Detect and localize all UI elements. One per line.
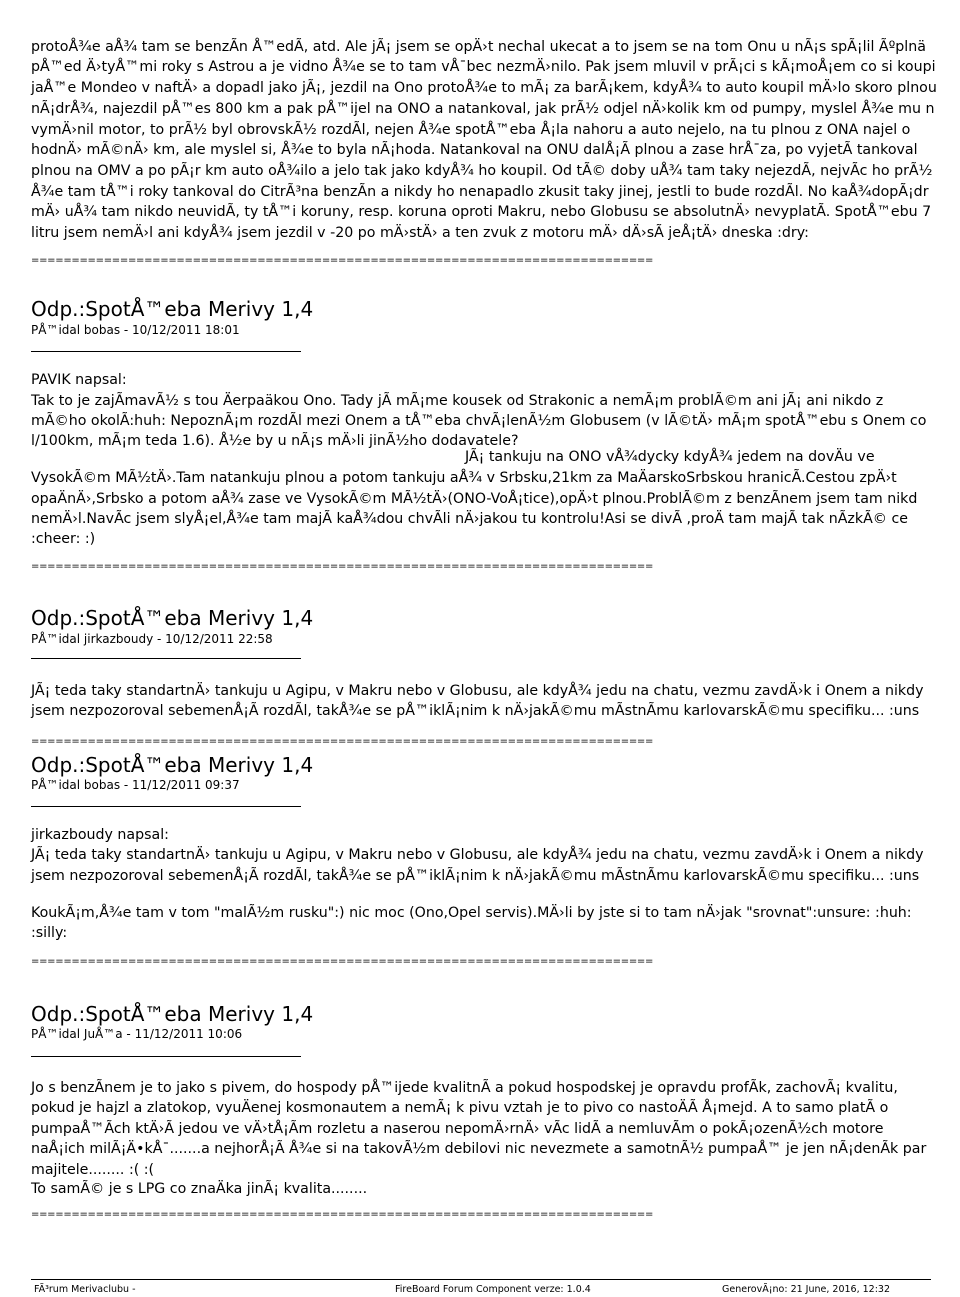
post-text-line: jaÅ™e Mondeo v naftÄ› a dopadl jako jÃ¡, jezdil na Ono protoÅ¾e to mÃ¡ za barÃ¡kem, kdyÅ¾ to auto koupil mÄ›lo skoro plnou: [31, 80, 937, 96]
post-text-line: vymÄ›nil motor, to prÃ½ byl obrovskÃ½ rozdÃl, nejen Å¾e spotÅ™eba Å¡la nahoru a auto nejelo, na tu plnou z ONA najel o: [31, 122, 911, 138]
post-separator: =============================================================================: [31, 736, 654, 747]
post-text-line: plnou na OMV a po pÃ¡r km auto oÅ¾ilo a jelo tak jako kdyÅ¾ ho koupil. Od tÃ© doby uÅ¾ tam taky nejezdÃ, nejvÃc ho prÃ½: [31, 163, 933, 179]
post-text-line: jsem nezpozoroval sebemenÅ¡Ã rozdÃl, takÅ¾e se pÅ™iklÃ¡nim k nÄ›jakÃ©mu mÃstnÃmu karlovarskÃ©mu specifiku... :uns: [31, 868, 920, 884]
post-title: Odp.:SpotÅ™eba Merivy 1,4: [31, 1002, 314, 1026]
quote-author: jirkazboudy napsal:: [31, 827, 169, 843]
post-text-line: hodnÄ› mÃ©nÄ› km, ale myslel si, Å¾e to byla nÃ¡hoda. Natankoval na ONU dalÅ¡Ã plnou a zase hrÅ¯za, po vyjetÃ tankoval: [31, 142, 918, 158]
post-text-line: nÃ¡drÅ¾, najezdil pÅ™es 800 km a pak pÅ™ijel na ONO a natankoval, jak prÃ½ odjel nÄ›kolik km od pumpy, myslel Å¾e mu n: [31, 101, 935, 117]
post-text-line: Tak to je zajÃmavÃ½ s tou Äerpaäkou Ono. Tady jÃ mÃ¡me kousek od Strakonic a nemÃ¡m problÃ©m ani jÃ¡ ani nikdo z: [31, 393, 884, 409]
footer-rule: [31, 1279, 931, 1280]
post-text-line: protoÅ¾e aÅ¾ tam se benzÃn Å™edÃ, atd. Ale jÃ¡ jsem se opÄ›t nechal ukecat a to jsem se na tom Onu u nÃ¡s spÃ¡lil Ãºplnä: [31, 39, 926, 55]
post-text-line: JÃ¡ tankuju na ONO vÅ¾dycky kdyÅ¾ jedem na dovÄu ve: [465, 449, 875, 465]
post-text-line: pokud je hajzl a zlatokop, vyuÄenej kosmonautem a nemÃ¡ k pivu vztah je to pivo co nastoÄÃ Å¡mejd. A to samo platÃ o: [31, 1100, 889, 1116]
quote-author: PAVIK napsal:: [31, 372, 127, 388]
post-separator: =============================================================================: [31, 561, 654, 572]
post-header-rule: [31, 658, 301, 659]
post-text-line: mÃ©ho okolÃ:huh: NepoznÃ¡m rozdÃl mezi Onem a tÅ™eba chvÃ¡lenÃ½m Globusem (v lÃ©tÄ› mÃ¡m spotÅ™ebu s Onem co: [31, 413, 927, 429]
post-text-line: mÄ› uÅ¾ tam nikdo neuvidÃ, ty tÅ™i koruny, resp. koruna oproti Makru, nebo Globusu se absolutnÄ› nevyplatÃ. SpotÅ™ebu 7: [31, 204, 932, 220]
post-separator: =============================================================================: [31, 1209, 654, 1220]
post-header-rule: [31, 806, 301, 807]
post-text-line: Å¾e tam tÅ™i roky tankoval do CitrÃ³na benzÃn a nikdy ho nenapadlo zkusit taky jinej, jestli to bude rozdÃl. No kaÅ¾dopÃ¡dr: [31, 184, 929, 200]
post-text-line: Jo s benzÃnem je to jako s pivem, do hospody pÅ™ijede kvalitnÃ a pokud hospodskej je opravdu profÃk, zachovÃ¡ kvalitu,: [31, 1080, 898, 1096]
post-text-line: opaÄnÄ›,Srbsko a potom aÅ¾ zase ve VysokÃ©m MÃ½tÄ›(ONO-VoÅ¡tice),opÄ›t plnou.ProblÃ©m z benzÃnem jsem tam nikd: [31, 491, 918, 507]
post-meta: PÅ™idal JuÅ™a - 11/12/2011 10:06: [31, 1027, 243, 1041]
post-text-line: :silly:: [31, 925, 68, 941]
post-text-line: To samÃ© je s LPG co znaÄka jinÃ¡ kvalita........: [31, 1181, 368, 1197]
post-text-line: nemÄ›l.NavÃc jsem slyÅ¡el,Å¾e tam majÃ kaÅ¾dou chvÃli nÄ›jakou tu kontrolu!Asi se divÃ ,proÄ tam majÃ tak nÃzkÃ© ce: [31, 511, 909, 527]
post-title: Odp.:SpotÅ™eba Merivy 1,4: [31, 297, 314, 321]
post-text-line: litru jsem nemÄ›l ani kdyÅ¾ jsem jezdil v -20 po mÄ›stÄ› a ten zvuk z motoru mÄ› dÄ›sÃ jeÅ¡tÄ› dneska :dry:: [31, 225, 809, 241]
post-separator: =============================================================================: [31, 956, 654, 967]
post-text-line: jsem nezpozoroval sebemenÅ¡Ã rozdÃl, takÅ¾e se pÅ™iklÃ¡nim k nÄ›jakÃ©mu mÃstnÃmu karlovarskÃ©mu specifiku... :uns: [31, 703, 920, 719]
footer-generated: GenerovÃ¡no: 21 June, 2016, 12:32: [722, 1284, 890, 1295]
post-text-line: KoukÃ¡m,Å¾e tam v tom "malÃ½m rusku":) nic moc (Ono,Opel servis).MÄ›li by jste si to tam nÄ›jak "srovnat":unsure: :huh:: [31, 905, 912, 921]
footer-site-name: FÃ³rum Merivaclubu -: [34, 1284, 136, 1295]
post-meta: PÅ™idal jirkazboudy - 10/12/2011 22:58: [31, 632, 273, 646]
post-meta: PÅ™idal bobas - 11/12/2011 09:37: [31, 778, 240, 792]
post-text-line: l/100km, mÃ¡m teda 1.6). Å½e by u nÃ¡s mÄ›li jinÃ½ho dodavatele?: [31, 433, 519, 449]
footer-component: FireBoard Forum Component verze: 1.0.4: [395, 1284, 591, 1295]
post-text-line: pÅ™ed Ä›tyÅ™mi roky s Astrou a je vidno Å¾e se to tam vÅ¯bec nezmÄ›nilo. Pak jsem mluvil v prÃ¡ci s kÃ¡moÅ¡em co si koupi: [31, 59, 936, 75]
post-text-line: naÅ¡ich milÃ¡Ä•kÅ¯.......a nejhorÅ¡Ã Å¾e si na takovÃ½m debilovi nic nevezmete a samotnÃ½ pumpaÅ™ je jen nÃ¡denÃk par: [31, 1141, 927, 1157]
post-separator: =============================================================================: [31, 255, 654, 266]
post-header-rule: [31, 1056, 301, 1057]
post-text-line: majitele........ :( :(: [31, 1162, 155, 1178]
post-meta: PÅ™idal bobas - 10/12/2011 18:01: [31, 323, 240, 337]
post-header-rule: [31, 351, 301, 352]
post-text-line: :cheer: :): [31, 531, 96, 547]
post-text-line: JÃ¡ teda taky standartnÄ› tankuju u Agipu, v Makru nebo v Globusu, ale kdyÅ¾ jedu na chatu, vezmu zavdÄ›k i Onem a nikdy: [31, 683, 924, 699]
post-text-line: JÃ¡ teda taky standartnÄ› tankuju u Agipu, v Makru nebo v Globusu, ale kdyÅ¾ jedu na chatu, vezmu zavdÄ›k i Onem a nikdy: [31, 847, 924, 863]
post-title: Odp.:SpotÅ™eba Merivy 1,4: [31, 606, 314, 630]
post-text-line: pumpaÅ™Ãch ktÄ›Ã jedou ve vÄ›tÅ¡Ãm rozletu a naserou nepomÄ›rnÄ› vÃc lidÃ a nemluvÃm o pokÃ¡ozenÃ½ch motore: [31, 1121, 884, 1137]
post-text-line: VysokÃ©m MÃ½tÄ›.Tam natankuju plnou a potom tankuju aÅ¾ v Srbsku,21km za MaÄarskoSrbskou hranicÃ.Cestou zpÄ›t: [31, 470, 897, 486]
post-title: Odp.:SpotÅ™eba Merivy 1,4: [31, 753, 314, 777]
